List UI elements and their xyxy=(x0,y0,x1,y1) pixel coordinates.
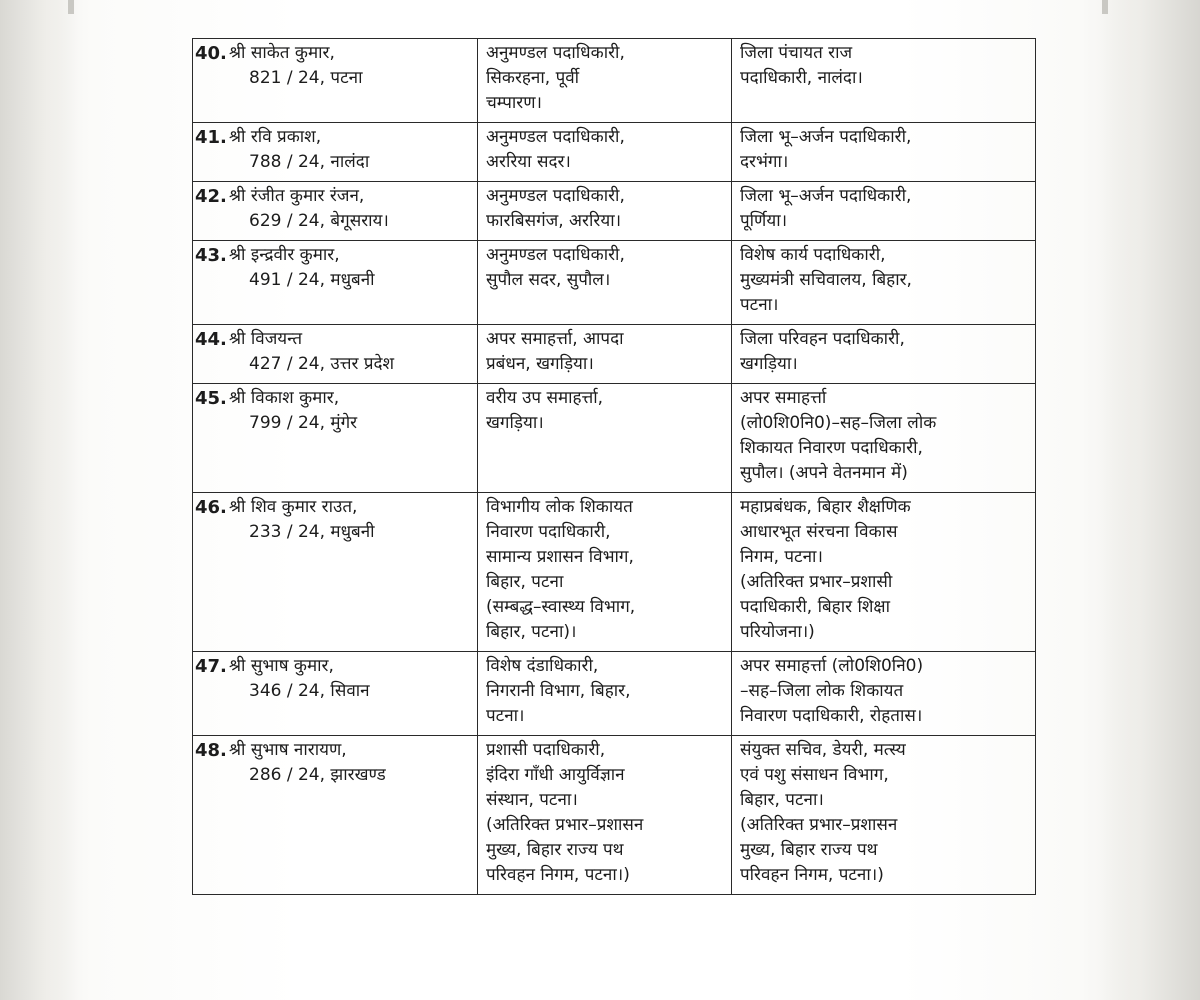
from-line: बिहार, पटना)। xyxy=(486,622,577,642)
name-line: 346 / 24, सिवान xyxy=(249,681,370,701)
from-line: निवारण पदाधिकारी, xyxy=(486,522,611,542)
current-posting-cell xyxy=(478,182,732,241)
officer-name-cell xyxy=(225,123,478,182)
from-line: संस्थान, पटना। xyxy=(486,790,578,810)
from-line: निगरानी विभाग, बिहार, xyxy=(486,681,631,701)
serial-number: 47. xyxy=(193,652,226,736)
to-line: खगड़िया। xyxy=(740,354,798,374)
to-line: (अतिरिक्त प्रभार–प्रशासी xyxy=(740,572,893,592)
serial-number: 45. xyxy=(193,384,226,493)
new-posting-cell xyxy=(732,384,1036,493)
to-line: शिकायत निवारण पदाधिकारी, xyxy=(740,438,923,458)
new-posting-cell xyxy=(732,241,1036,325)
from-line: मुख्य, बिहार राज्य पथ xyxy=(486,840,624,860)
to-line: दरभंगा। xyxy=(740,152,789,172)
to-line: जिला पंचायत राज xyxy=(740,43,853,63)
to-line: अपर समाहर्त्ता (लो0शि0नि0) xyxy=(740,656,924,676)
to-line: बिहार, पटना। xyxy=(740,790,824,810)
name-line: श्री रंजीत कुमार रंजन, xyxy=(229,186,365,206)
to-line: सुपौल। (अपने वेतनमान में) xyxy=(740,463,908,483)
to-line: (अतिरिक्त प्रभार–प्रशासन xyxy=(740,815,898,835)
from-line: अनुमण्डल पदाधिकारी, xyxy=(486,127,625,147)
new-posting-cell xyxy=(732,182,1036,241)
name-line: 788 / 24, नालंदा xyxy=(249,152,370,172)
name-line: श्री रवि प्रकाश, xyxy=(229,127,322,147)
officer-name-cell xyxy=(225,652,478,736)
name-line: 427 / 24, उत्तर प्रदेश xyxy=(249,354,395,374)
table-row xyxy=(193,384,1036,493)
current-posting-cell xyxy=(478,736,732,895)
from-line: अनुमण्डल पदाधिकारी, xyxy=(486,43,625,63)
from-line: अररिया सदर। xyxy=(486,152,571,172)
to-line: जिला परिवहन पदाधिकारी, xyxy=(740,329,905,349)
officer-name-cell xyxy=(225,736,478,895)
officer-name-cell xyxy=(225,241,478,325)
to-line: पटना। xyxy=(740,295,779,315)
to-line: निवारण पदाधिकारी, रोहतास। xyxy=(740,706,923,726)
current-posting-cell xyxy=(478,39,732,123)
serial-number: 40. xyxy=(193,39,226,123)
transfer-posting-table xyxy=(192,38,1036,895)
table-row xyxy=(193,182,1036,241)
to-line: पदाधिकारी, बिहार शिक्षा xyxy=(740,597,891,617)
table-row xyxy=(193,493,1036,652)
from-line: विभागीय लोक शिकायत xyxy=(486,497,633,517)
to-line: निगम, पटना। xyxy=(740,547,823,567)
from-line: बिहार, पटना xyxy=(486,572,564,592)
paper-fold-mark xyxy=(68,0,74,14)
to-line: महाप्रबंधक, बिहार शैक्षणिक xyxy=(740,497,911,517)
to-line: आधारभूत संरचना विकास xyxy=(740,522,898,542)
to-line: –सह–जिला लोक शिकायत xyxy=(740,681,904,701)
to-line: जिला भू–अर्जन पदाधिकारी, xyxy=(740,186,912,206)
to-line: परिवहन निगम, पटना।) xyxy=(740,865,884,885)
to-line: मुख्य, बिहार राज्य पथ xyxy=(740,840,878,860)
new-posting-cell xyxy=(732,123,1036,182)
from-line: खगड़िया। xyxy=(486,413,544,433)
current-posting-cell xyxy=(478,493,732,652)
serial-number: 43. xyxy=(193,241,226,325)
from-line: अनुमण्डल पदाधिकारी, xyxy=(486,186,625,206)
name-line: श्री सुभाष नारायण, xyxy=(229,740,347,760)
page-edge-shadow-right xyxy=(1100,0,1200,1000)
paper-fold-mark xyxy=(1102,0,1108,14)
table-row xyxy=(193,325,1036,384)
serial-number: 46. xyxy=(193,493,226,652)
name-line: श्री विजयन्त xyxy=(229,329,303,349)
to-line: पूर्णिया। xyxy=(740,211,788,231)
to-line: एवं पशु संसाधन विभाग, xyxy=(740,765,889,785)
table-row xyxy=(193,736,1036,895)
table-row xyxy=(193,123,1036,182)
serial-number: 48. xyxy=(193,736,226,895)
officer-name-cell xyxy=(225,384,478,493)
from-line: (सम्बद्ध–स्वास्थ्य विभाग, xyxy=(486,597,636,617)
from-line: अपर समाहर्त्ता, आपदा xyxy=(486,329,624,349)
current-posting-cell xyxy=(478,241,732,325)
name-line: 233 / 24, मधुबनी xyxy=(249,522,375,542)
to-line: मुख्यमंत्री सचिवालय, बिहार, xyxy=(740,270,912,290)
from-line: सामान्य प्रशासन विभाग, xyxy=(486,547,634,567)
table-row xyxy=(193,39,1036,123)
to-line: विशेष कार्य पदाधिकारी, xyxy=(740,245,886,265)
officer-name-cell xyxy=(225,182,478,241)
from-line: प्रशासी पदाधिकारी, xyxy=(486,740,606,760)
serial-number: 41. xyxy=(193,123,226,182)
name-line: 491 / 24, मधुबनी xyxy=(249,270,375,290)
officer-name-cell xyxy=(225,39,478,123)
from-line: प्रबंधन, खगड़िया। xyxy=(486,354,594,374)
from-line: चम्पारण। xyxy=(486,93,542,113)
current-posting-cell xyxy=(478,652,732,736)
from-line: फारबिसगंज, अररिया। xyxy=(486,211,622,231)
from-line: पटना। xyxy=(486,706,525,726)
from-line: इंदिरा गाँधी आयुर्विज्ञान xyxy=(486,765,625,785)
name-line: 821 / 24, पटना xyxy=(249,68,363,88)
to-line: परियोजना।) xyxy=(740,622,815,642)
name-line: श्री इन्द्रवीर कुमार, xyxy=(229,245,340,265)
to-line: (लो0शि0नि0)–सह–जिला लोक xyxy=(740,413,937,433)
to-line: अपर समाहर्त्ता xyxy=(740,388,827,408)
to-line: पदाधिकारी, नालंदा। xyxy=(740,68,863,88)
serial-number: 44. xyxy=(193,325,226,384)
transfer-table-body xyxy=(193,39,1036,895)
new-posting-cell xyxy=(732,652,1036,736)
from-line: परिवहन निगम, पटना।) xyxy=(486,865,630,885)
to-line: संयुक्त सचिव, डेयरी, मत्स्य xyxy=(740,740,906,760)
current-posting-cell xyxy=(478,123,732,182)
new-posting-cell xyxy=(732,325,1036,384)
name-line: 799 / 24, मुंगेर xyxy=(249,413,358,433)
new-posting-cell xyxy=(732,39,1036,123)
name-line: श्री साकेत कुमार, xyxy=(229,43,335,63)
table-row xyxy=(193,652,1036,736)
new-posting-cell xyxy=(732,493,1036,652)
from-line: वरीय उप समाहर्त्ता, xyxy=(486,388,604,408)
current-posting-cell xyxy=(478,384,732,493)
from-line: अनुमण्डल पदाधिकारी, xyxy=(486,245,625,265)
name-line: 629 / 24, बेगूसराय। xyxy=(249,211,389,231)
to-line: जिला भू–अर्जन पदाधिकारी, xyxy=(740,127,912,147)
new-posting-cell xyxy=(732,736,1036,895)
current-posting-cell xyxy=(478,325,732,384)
serial-number: 42. xyxy=(193,182,226,241)
name-line: श्री सुभाष कुमार, xyxy=(229,656,334,676)
from-line: सुपौल सदर, सुपौल। xyxy=(486,270,611,290)
name-line: श्री शिव कुमार राउत, xyxy=(229,497,358,517)
from-line: सिकरहना, पूर्वी xyxy=(486,68,580,88)
from-line: विशेष दंडाधिकारी, xyxy=(486,656,599,676)
page-edge-shadow-left xyxy=(0,0,78,1000)
name-line: श्री विकाश कुमार, xyxy=(229,388,340,408)
from-line: (अतिरिक्त प्रभार–प्रशासन xyxy=(486,815,644,835)
table-row xyxy=(193,241,1036,325)
name-line: 286 / 24, झारखण्ड xyxy=(249,765,386,785)
officer-name-cell xyxy=(225,493,478,652)
officer-name-cell xyxy=(225,325,478,384)
